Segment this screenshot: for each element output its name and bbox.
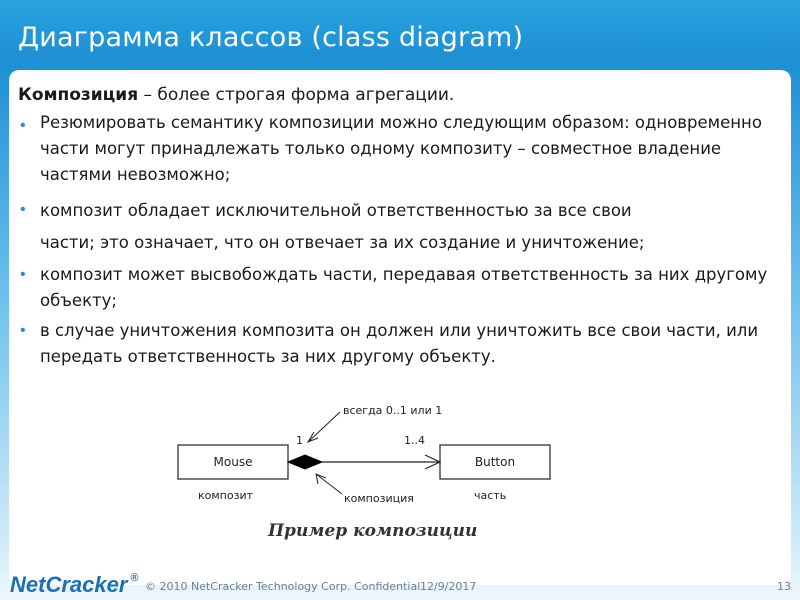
bullet-1: Резюмировать семантику композиции можно следующим образом: одновременно части могут принадлежать только одному композиту – совместное владение частями невозможно; — [40, 113, 762, 184]
class-name-mouse: Mouse — [213, 455, 253, 469]
netcracker-logo — [10, 572, 139, 598]
bullet-dot-4: • — [20, 322, 26, 339]
label-part: часть — [474, 489, 507, 502]
footer-page-number: 13 — [777, 580, 791, 593]
bullet-4: в случае уничтожения композита он должен или уничтожить все свои части, или передать ответственность за них другому объекту. — [40, 321, 759, 366]
footer-copyright: © 2010 NetCracker Technology Corp. Confidential. — [145, 580, 424, 593]
label-composition: композиция — [344, 492, 414, 505]
bullet-dot-3: • — [20, 266, 26, 283]
lead-bold: Композиция — [18, 85, 139, 105]
lead-text: – более строгая форма агрегации. — [138, 85, 455, 105]
bullet-2: композит обладает исключительной ответственностью за все свои — [40, 201, 632, 220]
registered-mark: ® — [130, 572, 139, 584]
logo-text: NetCracker — [10, 572, 128, 597]
label-pointer-line — [316, 474, 342, 494]
class-name-button: Button — [474, 455, 516, 469]
bullet-2-continuation: части; это означает, что он отвечает за их создание и уничтожение; — [40, 233, 645, 252]
diagram-caption: Пример композиции — [268, 521, 478, 541]
label-composite: композит — [198, 489, 253, 502]
footer-date: 12/9/2017 — [420, 580, 477, 593]
bullet-dot-2: • — [20, 201, 26, 218]
composition-diamond-icon — [288, 455, 322, 469]
note-text: всегда 0..1 или 1 — [343, 404, 443, 417]
bullet-dot-1: • — [20, 117, 26, 134]
slide-title: Диаграмма классов (class diagram) — [18, 22, 524, 53]
bullet-3: композит может высвобождать части, передавая ответственность за них другому объекту; — [40, 265, 768, 310]
multiplicity-right: 1..4 — [404, 434, 425, 447]
multiplicity-left: 1 — [296, 434, 303, 447]
note-pointer-line — [308, 412, 340, 442]
